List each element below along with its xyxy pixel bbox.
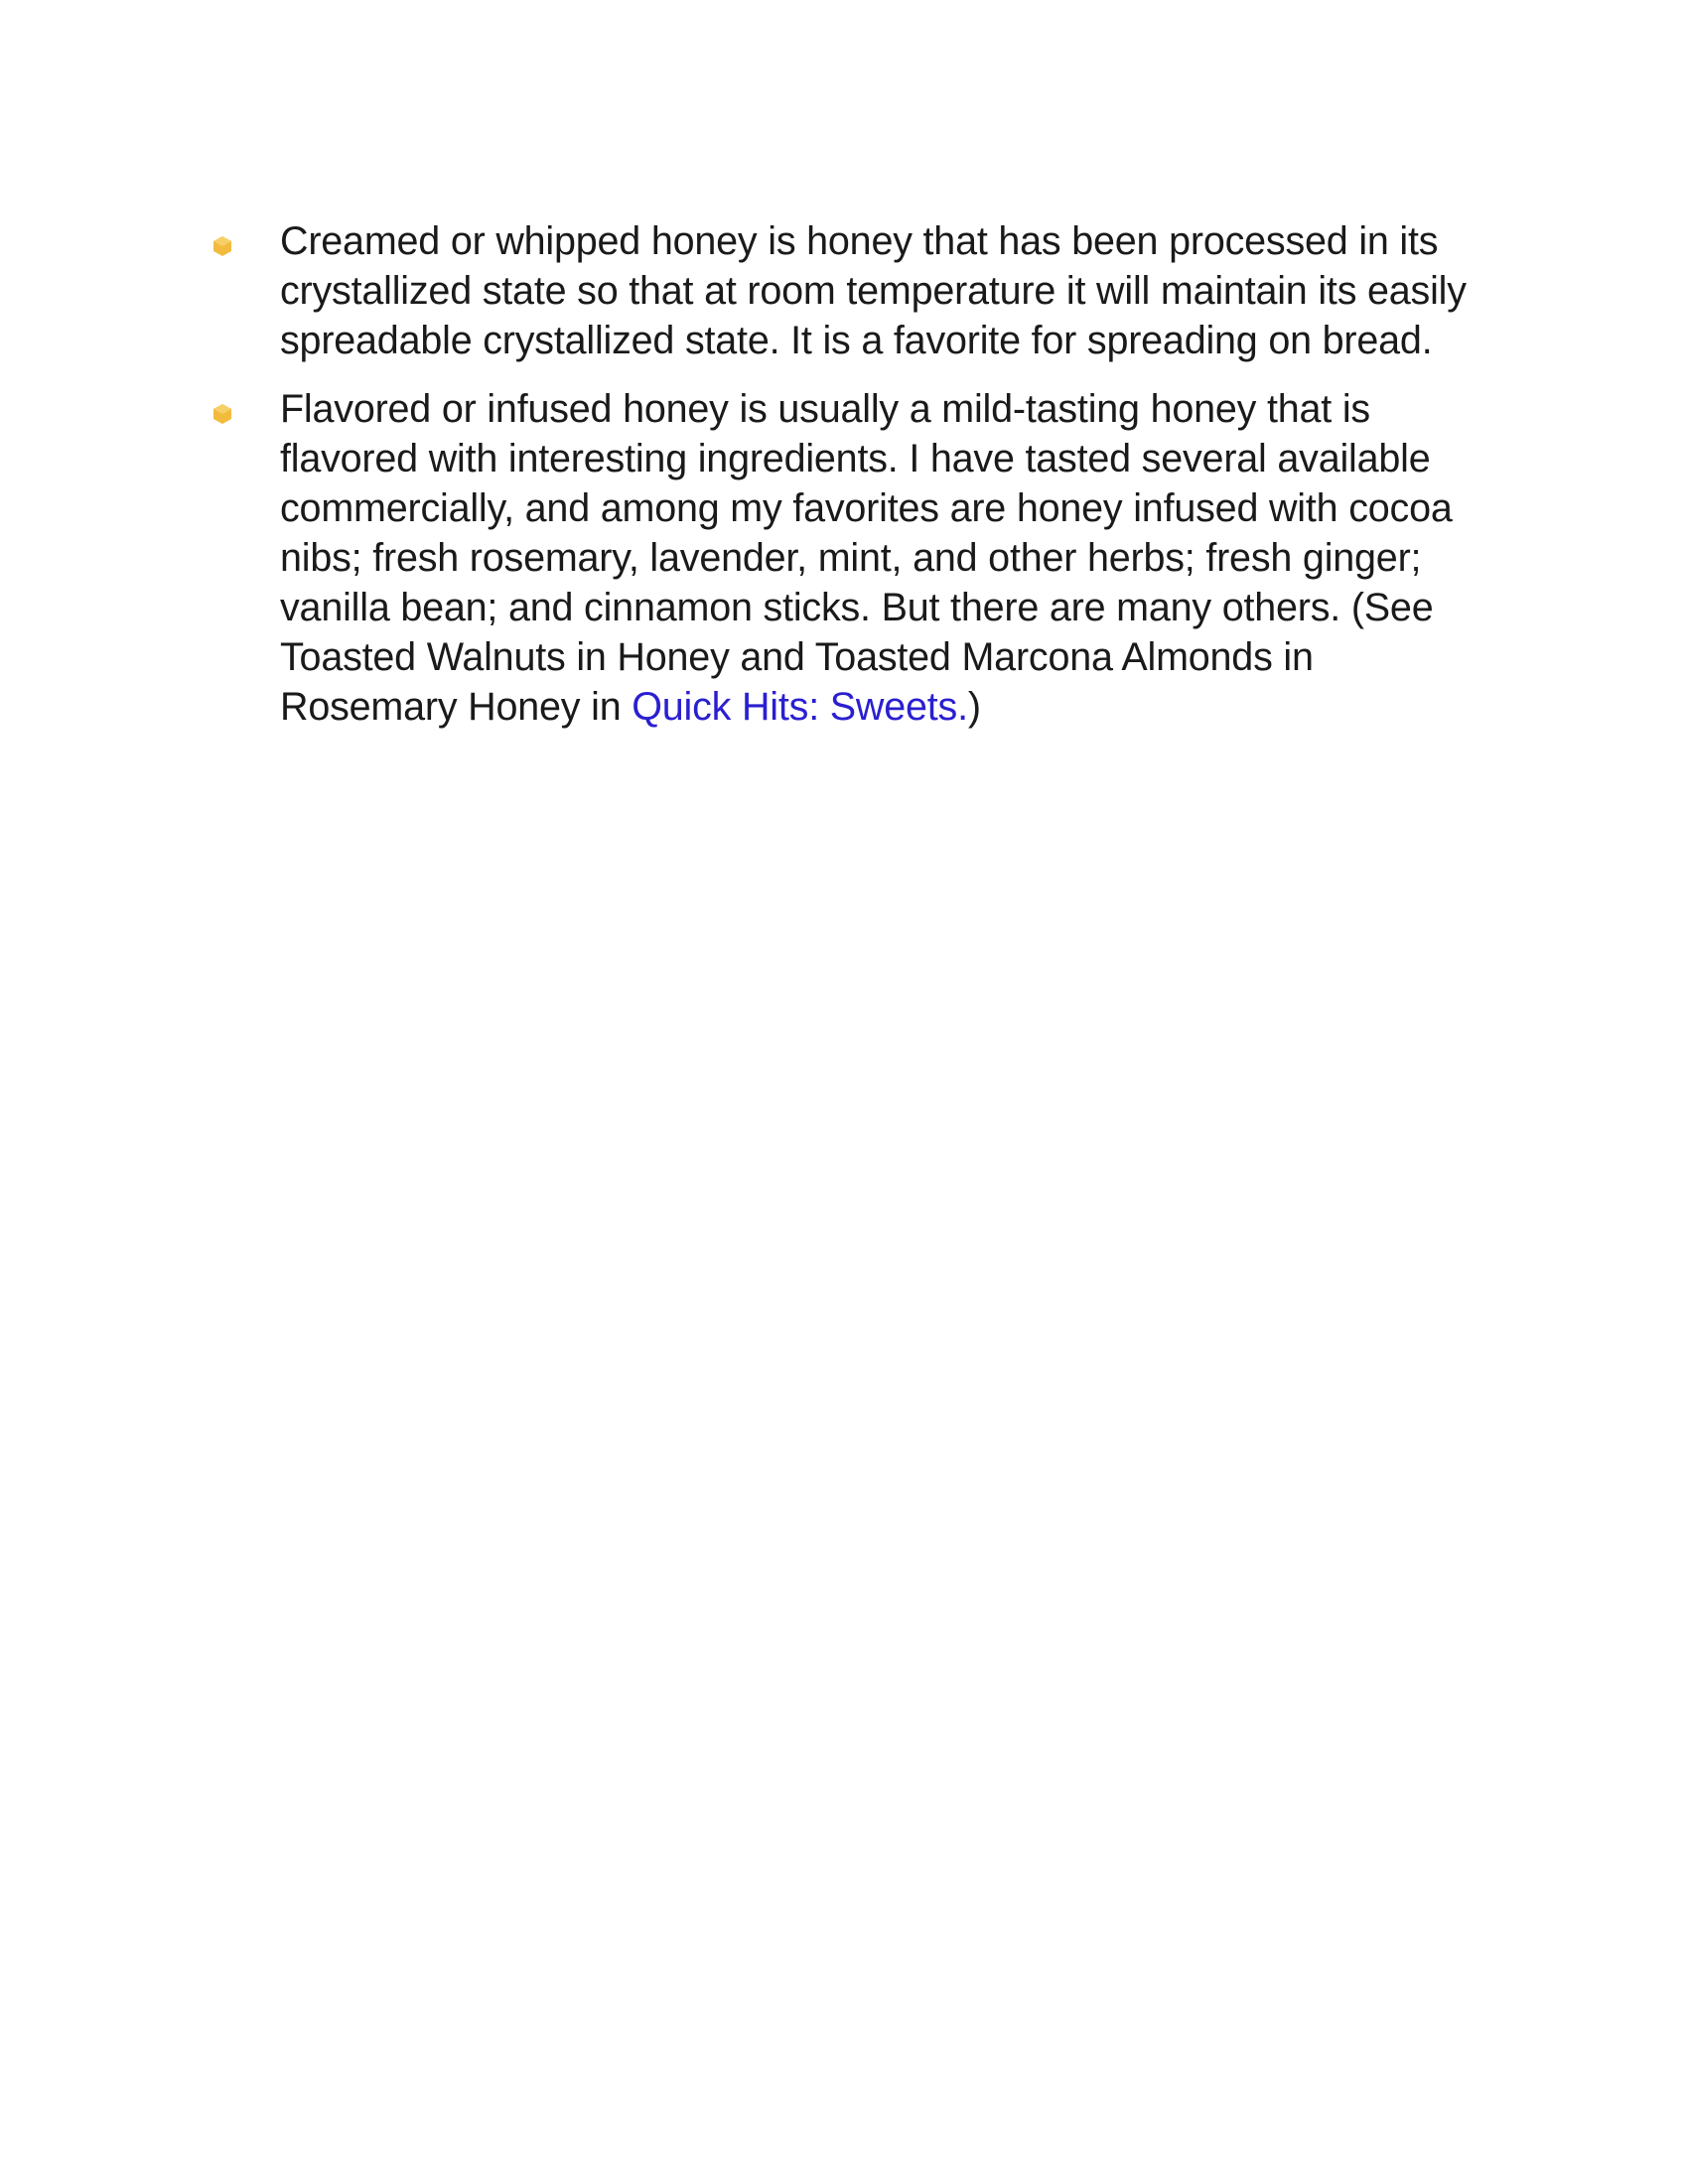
paragraph-text	[280, 384, 1472, 732]
list-item	[199, 216, 1489, 365]
paragraph-text-after-link: )	[967, 685, 981, 729]
list-item	[199, 384, 1489, 732]
paragraph-text: Creamed or whipped honey is honey that has been processed in its crystallized state so that at room temperature it will maintain its easily spreadable crystallized state. It is a favorite for spreading on bread.	[280, 219, 1467, 362]
honeycomb-bullet-icon	[211, 403, 233, 425]
bullet-list	[199, 216, 1489, 751]
honeycomb-bullet-icon	[211, 235, 233, 257]
paragraph-text-before-link: Flavored or infused honey is usually a mild-tasting honey that is flavored with interesting ingredients. I have tasted several available commercially, and among my favorites are honey infused with cocoa nibs; fresh rosemary, lavender, mint, and other herbs; fresh ginger; vanilla bean; and cinnamon sticks. But there are many others. (See Toasted Walnuts in Honey and Toasted Marcona Almonds in Rosemary Honey in	[280, 387, 1453, 729]
quick-hits-sweets-link[interactable]: Quick Hits: Sweets.	[632, 685, 968, 729]
